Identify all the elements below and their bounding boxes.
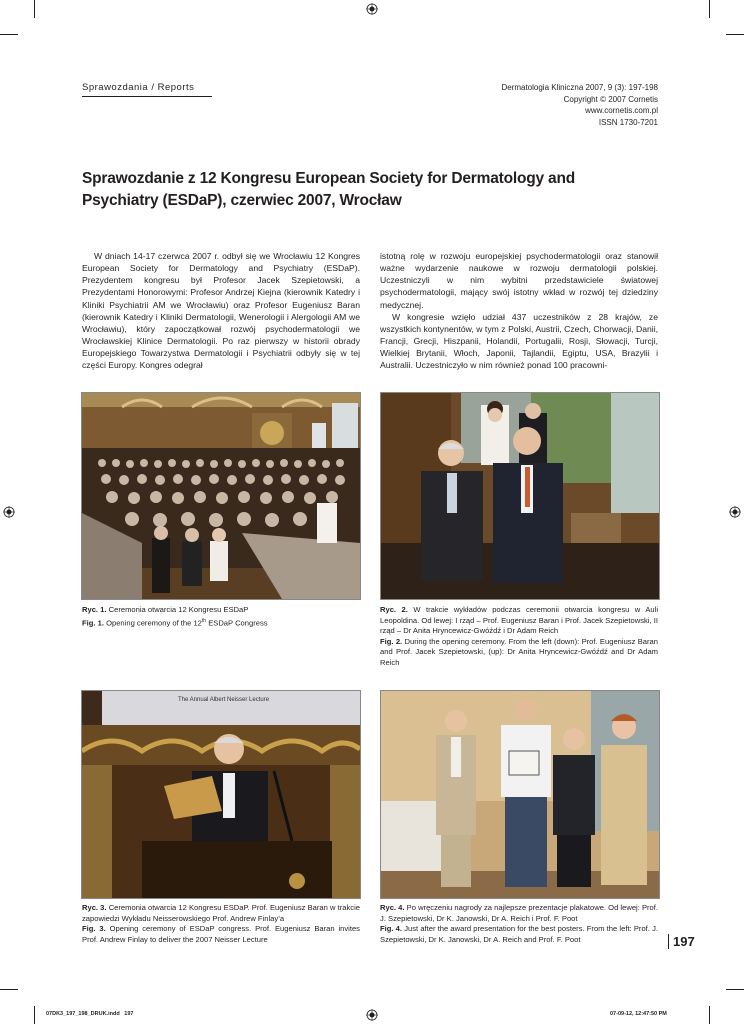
caption-label: Ryc. 3. [82, 903, 107, 912]
caption-text: Opening ceremony of the 12 [106, 618, 202, 628]
caption-label: Ryc. 4. [380, 903, 405, 912]
caption-text: Ceremonia otwarcia 12 Kongresu ESDaP. Prof. Eugeniusz Baran w trakcie zapowiedzi Wykładu Neisserowskiego Prof. Andrew Finlay’a [82, 903, 360, 923]
crop-mark [726, 989, 744, 990]
file-slug: 07DK3_197_198_DRUK.indd 197 [46, 1011, 134, 1017]
issn: ISSN 1730-7201 [598, 117, 658, 127]
figure-2-photo [380, 392, 660, 600]
caption-text: Ceremonia otwarcia 12 Kongresu ESDaP [108, 605, 249, 614]
copyright: Copyright © 2007 Cornetis [563, 94, 658, 104]
caption-label: Ryc. 1. [82, 605, 107, 614]
journal-citation: Dermatologia Kliniczna 2007, 9 (3): 197-198 [501, 83, 658, 92]
registration-mark-icon [366, 3, 378, 15]
paragraph: W dniach 14-17 czerwca 2007 r. odbył się we Wrocławiu 12 Kongres European Society for Dermatology and Psychiatry (ESDaP). Prezydentem kongresu był Profesor Jacek Szepietowski, a Prezydentami Honorowymi: Profesor Andrzej Kiejna (kierownik Katedry i Kliniki Psychiatrii AM we Wrocławiu) oraz Profesor Eugeniusz Baran (kierownik Katedry i Kliniki Dermatologii, Wenerologii i Alergologii AM we Wrocławiu), który zapoczątkował rozwój psychodermatologii we Wrocławskiej Klinice Dermatologii. Po raz pierwszy w historii obrady Europejskiego Towarzystwa Dermatologii i Psychiatrii odbyły się w tej części Europy. Kongres odegrał [82, 251, 360, 371]
caption-label: Ryc. 2. [380, 605, 408, 614]
caption-text: Just after the award presentation for the best posters. From the left: Prof. J. Szepietowski, Dr K. Janowski, Dr A. Reich and Prof. F. Poot [380, 924, 658, 944]
caption-text: Opening ceremony of ESDaP congress. Prof. Eugeniusz Baran invites Prof. Andrew Finlay to deliver the 2007 Neisser Lecture [82, 924, 360, 944]
article-title: Sprawozdanie z 12 Kongresu European Society for Dermatology and Psychiatry (ESDaP), czerwiec 2007, Wrocław [82, 170, 575, 209]
print-timestamp: 07-09-12, 12:47:50 PM [610, 1011, 667, 1017]
website: www.cornetis.com.pl [585, 106, 658, 115]
caption-superscript: th [201, 617, 207, 624]
crop-mark [709, 0, 710, 18]
figure-2-caption [380, 605, 658, 669]
crop-mark [0, 34, 18, 35]
journal-meta [428, 82, 658, 128]
caption-label: Fig. 1. [82, 618, 104, 628]
figure-3-caption [82, 903, 360, 945]
registration-mark-icon [729, 506, 741, 518]
section-label: Sprawozdania / Reports [82, 82, 212, 97]
caption-label: Fig. 3. [82, 924, 106, 934]
text-column-left [82, 250, 360, 372]
caption-label: Fig. 4. [380, 924, 403, 934]
figure-1-photo [81, 392, 361, 600]
registration-mark-icon [3, 506, 15, 518]
figure-3-photo [81, 690, 361, 899]
registration-mark-icon [366, 1009, 378, 1021]
crop-mark [726, 34, 744, 35]
crop-mark [0, 989, 18, 990]
figure-1-caption [82, 605, 360, 629]
crop-mark [34, 1006, 35, 1024]
figure-4-caption [380, 903, 658, 945]
caption-text: Po wręczeniu nagrody za najlepsze prezentacje plakatowe. Od lewej: Prof. J. Szepietowski, Dr K. Janowski, Dr A. Reich i Prof. F. Poot [380, 903, 659, 923]
text-column-right [380, 250, 658, 372]
crop-mark [34, 0, 35, 18]
caption-text: ESDaP Congress [206, 618, 268, 628]
paragraph: W kongresie wzięło udział 437 uczestników z 28 krajów, ze wszystkich kontynentów, w tym z Polski, Austrii, Czech, Chorwacji, Danii, Francji, Grecji, Hiszpanii, Holandii, Portugalii, Rosji, Słowacji, Turcji, Wielkiej Brytanii, Włoch, Japonii, Tajlandii, Egiptu, USA, Brazylii i Australii. Uczestniczyło w nim również ponad 100 pracowni- [380, 311, 658, 371]
paragraph: istotną rolę w rozwoju europejskiej psychodermatologii oraz stanowił ważne wydarzenie naukowe w rozwoju dermatologii polskiej. Uczestniczyli w nim wybitni przedstawiciele światowej psychodermatologii, mający swój istotny wkład w rozwój tej dziedziny medycznej. [380, 251, 658, 310]
caption-text: W trakcie wykładów podczas ceremonii otwarcia kongresu w Auli Leopoldina. Od lewej: I rząd – Prof. Eugeniusz Baran i Prof. Jacek Szepietowski, II rząd – Dr Anita Hryncewicz-Gwóźdź i Dr Adam Reich [380, 605, 659, 636]
page-number: 197 [668, 934, 695, 949]
screen-text: The Annual Albert Neisser Lecture [178, 697, 270, 703]
caption-text: During the opening ceremony. From the left (down): Prof. Eugeniusz Baran and Prof. Jacek Szepietowski, (up): Dr Anita Hryncewicz-Gwóźdź and Dr Adam Reich [380, 636, 658, 667]
caption-label: Fig. 2. [380, 636, 403, 646]
figure-4-photo [380, 690, 660, 899]
crop-mark [709, 1006, 710, 1024]
